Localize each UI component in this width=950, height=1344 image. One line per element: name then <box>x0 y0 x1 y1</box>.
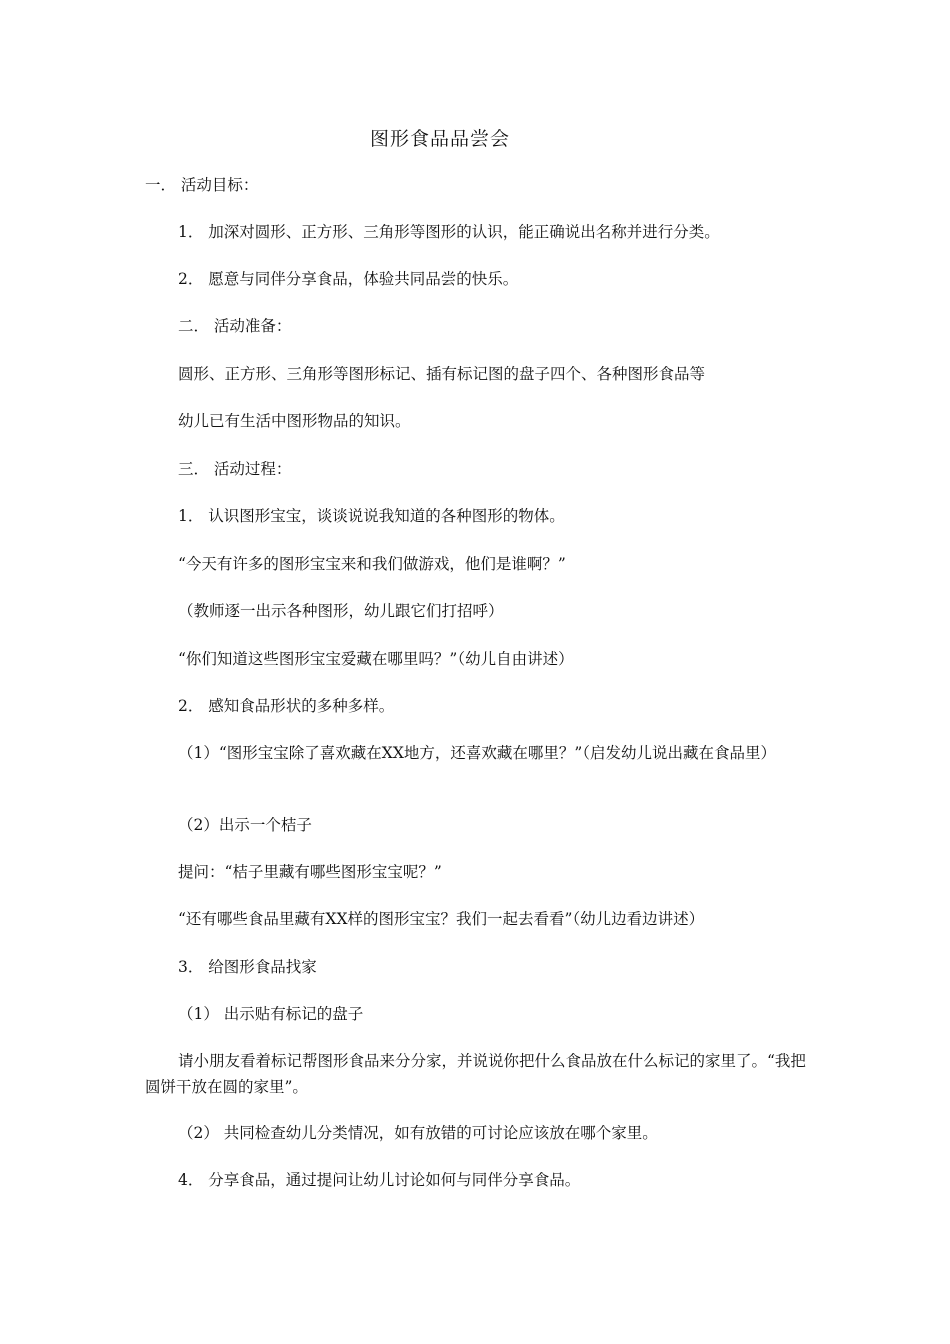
paragraph: 3． 给图形食品找家 <box>178 958 317 976</box>
paragraph: “你们知道这些图形宝宝爱藏在哪里吗？”（幼儿自由讲述） <box>178 650 574 668</box>
document-title: 图形食品品尝会 <box>369 128 510 150</box>
paragraph: 圆形、正方形、三角形等图形标记、插有标记图的盘子四个、各种图形食品等 <box>178 365 706 383</box>
paragraph: 2． 感知食品形状的多种多样。 <box>178 697 395 715</box>
section-heading-preparation: 二． 活动准备： <box>178 317 292 335</box>
paragraph: 4． 分享食品，通过提问让幼儿讨论如何与同伴分享食品。 <box>178 1171 581 1189</box>
paragraph: 提问：“桔子里藏有哪些图形宝宝呢？” <box>178 863 442 881</box>
paragraph: 请小朋友看着标记帮图形食品来分分家，并说说你把什么食品放在什么标记的家里了。“我把圆饼干放在圆的家里”。 <box>145 1052 806 1096</box>
paragraph: 幼儿已有生活中图形物品的知识。 <box>178 412 411 430</box>
paragraph: （1） 出示贴有标记的盘子 <box>178 1005 364 1023</box>
paragraph: 2． 愿意与同伴分享食品，体验共同品尝的快乐。 <box>178 270 519 288</box>
paragraph: （2） 共同检查幼儿分类情况，如有放错的可讨论应该放在哪个家里。 <box>178 1124 658 1142</box>
paragraph: 1． 认识图形宝宝，谈谈说说我知道的各种图形的物体。 <box>178 507 565 525</box>
paragraph: “今天有许多的图形宝宝来和我们做游戏，他们是谁啊？” <box>178 555 566 573</box>
section-heading-goals: 一． 活动目标： <box>145 176 259 194</box>
paragraph: （教师逐一出示各种图形，幼儿跟它们打招呼） <box>178 602 504 620</box>
paragraph: 1． 加深对圆形、正方形、三角形等图形的认识，能正确说出名称并进行分类。 <box>178 223 720 241</box>
paragraph: “还有哪些食品里藏有XX样的图形宝宝？我们一起去看看”（幼儿边看边讲述） <box>178 910 705 928</box>
paragraph: （2）出示一个桔子 <box>178 816 312 834</box>
paragraph: （1）“图形宝宝除了喜欢藏在XX地方，还喜欢藏在哪里？”（启发幼儿说出藏在食品里） <box>178 744 777 762</box>
section-heading-process: 三． 活动过程： <box>178 460 292 478</box>
